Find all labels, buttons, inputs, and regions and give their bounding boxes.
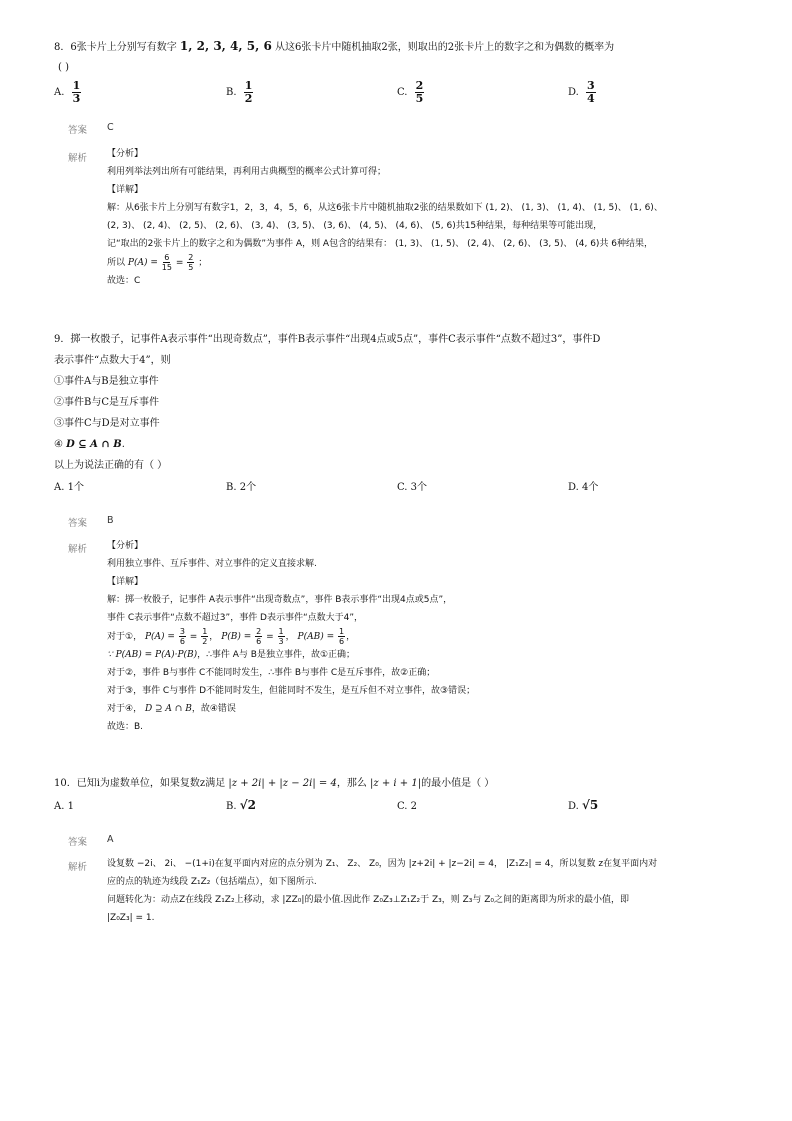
q10-option-d[interactable]: D. √5 xyxy=(568,798,599,812)
q8-answer-blank: ( ) xyxy=(58,62,69,73)
q8-stem-text: 8．6张卡片上分别写有数字 xyxy=(54,42,177,53)
q9-statement-4: ④ D ⊆ A ∩ B. xyxy=(54,439,125,450)
q8-conclusion: 故选：C xyxy=(107,276,141,286)
q9-option-b[interactable]: B. 2个 xyxy=(226,482,257,493)
q8-solution-line: 解：从6张卡片上分别写有数字1，2，3，4，5，6，从这6张卡片中随机抽取2张的结果数如下 (1, 2)、 (1, 3)、 (1, 4)、 (1, 5)、 (1, 6)、 xyxy=(107,203,663,213)
q9-option-c[interactable]: C. 3个 xyxy=(397,482,428,493)
q8-solution xyxy=(107,145,663,290)
q9-item4-line: 对于④， D ⊇ A ∩ B，故④错误 xyxy=(107,704,236,714)
q9-stem-line2: 表示事件“点数大于4”，则 xyxy=(54,355,171,366)
q8-option-d-fraction: $\frac{3}{4}$ xyxy=(587,79,595,105)
q9-conclusion: 故选：B. xyxy=(107,722,144,732)
q8-option-a-fraction: $\frac{1}{3}$ xyxy=(72,79,81,105)
q8-solution-line: 利用列举法列出所有可能结果，再利用古典概型的概率公式计算可得； xyxy=(107,167,387,177)
q9-analysis-label: 解析 xyxy=(68,544,88,555)
q8-answer-value: C xyxy=(107,122,114,133)
q9-answer-value: B xyxy=(107,515,114,526)
q9-independence-line: ∵ P(AB) = P(A)·P(B)，∴事件 A与 B是独立事件，故①正确； xyxy=(107,650,356,660)
q8-solution-line: 【分析】 xyxy=(107,149,144,159)
q8-probability-line: 所以 P(A) = $\frac{6}{15}$ = $\frac{2}{5}$ ； xyxy=(107,253,208,272)
q8-solution-line: 记“取出的2张卡片上的数字之和为偶数”为事件 A，则 A包含的结果有： (1, 3)、 (1, 5)、 (2, 4)、 (2, 6)、 (3, 5)、 (4, 6)共 6种结果， xyxy=(107,239,654,249)
q8-answer-label: 答案 xyxy=(68,125,88,136)
q10-option-a[interactable]: A. 1 xyxy=(54,801,74,812)
q8-stem-tail: 从这6张卡片中随机抽取2张，则取出的2张卡片上的数字之和为偶数的概率为 xyxy=(274,42,615,53)
q10-analysis-label: 解析 xyxy=(68,862,88,873)
q8-solution-line: (2, 3)、 (2, 4)、 (2, 5)、 (2, 6)、 (3, 4)、 (3, 5)、 (3, 6)、 (4, 5)、 (4, 6)、 (5, 6)共15种结果，每种结果等可能出现， xyxy=(107,221,603,231)
q9-option-a[interactable]: A. 1个 xyxy=(54,482,84,493)
q10-answer-value: A xyxy=(107,834,114,845)
q8-option-d[interactable]: D. $\frac{3}{4}$ xyxy=(568,79,595,105)
q8-option-b[interactable]: B. $\frac{1}{2}$ xyxy=(226,79,253,105)
q10-option-b[interactable]: B. √2 xyxy=(226,798,256,812)
q10-solution: 设复数 −2i、 2i、 −(1+i)在复平面内对应的点分别为 Z₁、 Z₂、 Z₀，因为 |z+2i| + |z−2i| = 4， |Z₁Z₂| = 4，所以复数 z在复平面内对 应的点的轨迹为线段 Z₁Z₂（包括端点），如下图所示. 问题转化为：动点Z在线段 Z₁Z₂上移动，求 |ZZ₀|的最小值.因此作 Z₀Z₃⊥Z₁Z₂于 Z₃，则 Z₃与 Z₀之间的距离即为所求的最小值，即 |Z₀Z₃| = 1. xyxy=(107,859,658,923)
q9-statement-1: ①事件A与B是独立事件 xyxy=(54,376,159,387)
q9-answer-label: 答案 xyxy=(68,518,88,529)
q8-option-c[interactable]: C. $\frac{2}{5}$ xyxy=(397,79,424,105)
q8-option-c-fraction: $\frac{2}{5}$ xyxy=(415,79,424,105)
q9-ask: 以上为说法正确的有（ ） xyxy=(54,460,168,471)
q8-analysis-label: 解析 xyxy=(68,153,88,164)
q9-stem-line1: 9．掷一枚骰子，记事件A表示事件“出现奇数点”，事件B表示事件“出现4点或5点”，事件C表示事件“点数不超过3”，事件D xyxy=(54,334,601,345)
q9-statement-2: ②事件B与C是互斥事件 xyxy=(54,397,159,408)
q10-stem: 10．已知i为虚数单位，如果复数z满足 |z + 2i| + |z − 2i| = 4，那么 |z + i + 1|的最小值是（ ） xyxy=(54,778,495,789)
q8-stem xyxy=(54,39,614,55)
q9-solution: 【分析】 利用独立事件、互斥事件、对立事件的定义直接求解. 【详解】 解：掷一枚骰子，记事件 A表示事件“出现奇数点”，事件 B表示事件“出现4点或5点”， 事件 C表示事件“点数不超过3”，事件 D表示事件“点数大于4”， 对于①， P(A) = $\frac{3}{6}$ = $\frac{1}{2}$ ， P(B) = $\frac{2}{6}$ = $\frac{1}{3}$ ， P(AB) = $\frac{1}{6}$ ， ∵ P(AB) = P(A)·P(B)，∴事件 A与 B是独立事件，故①正确； 对于②，事件 B与事件 C不能同时发生，∴事件 B与事件 C是互斥事件，故②正确； 对于③，事件 C与事件 D不能同时发生，但能同时不发生，是互斥但不对立事件，故③错误； 对于④， D ⊇ A ∩ B，故④错误 故选：B. xyxy=(107,537,475,736)
q9-option-d[interactable]: D. 4个 xyxy=(568,482,599,493)
q9-probabilities-line: 对于①， P(A) = $\frac{3}{6}$ = $\frac{1}{2}$ ， P(B) = $\frac{2}{6}$ = $\frac{1}{3}$ ， P(AB) = $\frac{1}{6}$ ， xyxy=(107,627,356,646)
q8-solution-line: 【详解】 xyxy=(107,185,144,195)
q8-option-b-fraction: $\frac{1}{2}$ xyxy=(244,79,253,105)
q10-option-c[interactable]: C. 2 xyxy=(397,801,418,812)
q9-statement-3: ③事件C与D是对立事件 xyxy=(54,418,160,429)
q8-numbers: 1, 2, 3, 4, 5, 6 xyxy=(179,39,272,53)
q10-answer-label: 答案 xyxy=(68,837,88,848)
q8-option-a[interactable]: A. $\frac{1}{3}$ xyxy=(54,79,81,105)
